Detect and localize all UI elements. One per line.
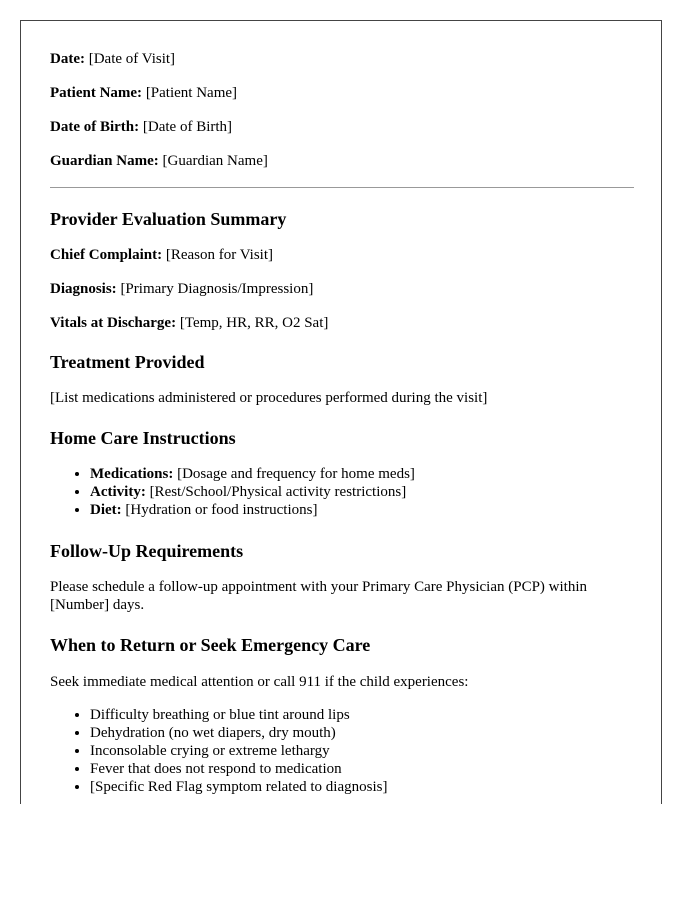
- document-content: [50, 50, 634, 796]
- list-item: [90, 501, 634, 519]
- home-care-item-value: [Hydration or food instructions]: [125, 502, 318, 518]
- list-item: • Dehydration (no wet diapers, dry mouth): [90, 724, 634, 742]
- chief-complaint-label: Chief Complaint:: [50, 247, 163, 263]
- follow-up-heading: Follow-Up Requirements: [50, 541, 244, 561]
- emergency-intro: Seek immediate medical attention or call 911 if the child experiences:: [50, 674, 469, 690]
- patient-name-value: [Patient Name]: [145, 85, 238, 101]
- patient-name-label: Patient Name:: [50, 85, 143, 101]
- guardian-value: [Guardian Name]: [162, 153, 268, 169]
- chief-complaint-value: [Reason for Visit]: [165, 247, 273, 263]
- list-item: [90, 483, 634, 501]
- chief-complaint-field: [50, 246, 634, 280]
- section-divider: [50, 187, 634, 188]
- evaluation-heading: Provider Evaluation Summary: [50, 209, 287, 229]
- diagnosis-field: [50, 280, 634, 314]
- home-care-item-label: Activity:: [90, 484, 146, 500]
- emergency-heading: When to Return or Seek Emergency Care: [50, 635, 371, 655]
- list-item: • Fever that does not respond to medication: [90, 760, 634, 778]
- patient-name-field: [50, 84, 634, 118]
- diagnosis-label: Diagnosis:: [50, 281, 117, 297]
- home-care-list: [50, 465, 634, 519]
- home-care-item-label: Medications:: [90, 466, 174, 482]
- follow-up-text: Please schedule a follow-up appointment with your Primary Care Physician (PCP) within [Number] days.: [50, 579, 587, 613]
- treatment-text: [List medications administered or procedures performed during the visit]: [50, 390, 488, 406]
- home-care-heading: Home Care Instructions: [50, 428, 236, 448]
- vitals-field: [50, 314, 634, 332]
- home-care-item-value: [Dosage and frequency for home meds]: [177, 466, 415, 482]
- list-item: • Difficulty breathing or blue tint around lips: [90, 706, 634, 724]
- dob-value: [Date of Birth]: [142, 119, 233, 135]
- diagnosis-value: [Primary Diagnosis/Impression]: [120, 281, 314, 297]
- list-item: • Inconsolable crying or extreme lethargy: [90, 742, 634, 760]
- visit-date-label: Date:: [50, 51, 85, 67]
- treatment-heading: Treatment Provided: [50, 352, 205, 372]
- home-care-item-value: [Rest/School/Physical activity restrictions]: [149, 484, 407, 500]
- dob-field: [50, 118, 634, 152]
- dob-label: Date of Birth:: [50, 119, 140, 135]
- emergency-symptom-list: [50, 706, 634, 796]
- discharge-document: [20, 20, 662, 804]
- guardian-label: Guardian Name:: [50, 153, 159, 169]
- list-item: [90, 465, 634, 483]
- guardian-field: [50, 152, 634, 170]
- vitals-value: [Temp, HR, RR, O2 Sat]: [179, 315, 329, 331]
- visit-date-field: [50, 50, 634, 84]
- vitals-label: Vitals at Discharge:: [50, 315, 177, 331]
- home-care-item-label: Diet:: [90, 502, 122, 518]
- visit-date-value: [Date of Visit]: [88, 51, 176, 67]
- list-item: • [Specific Red Flag symptom related to diagnosis]: [90, 778, 634, 796]
